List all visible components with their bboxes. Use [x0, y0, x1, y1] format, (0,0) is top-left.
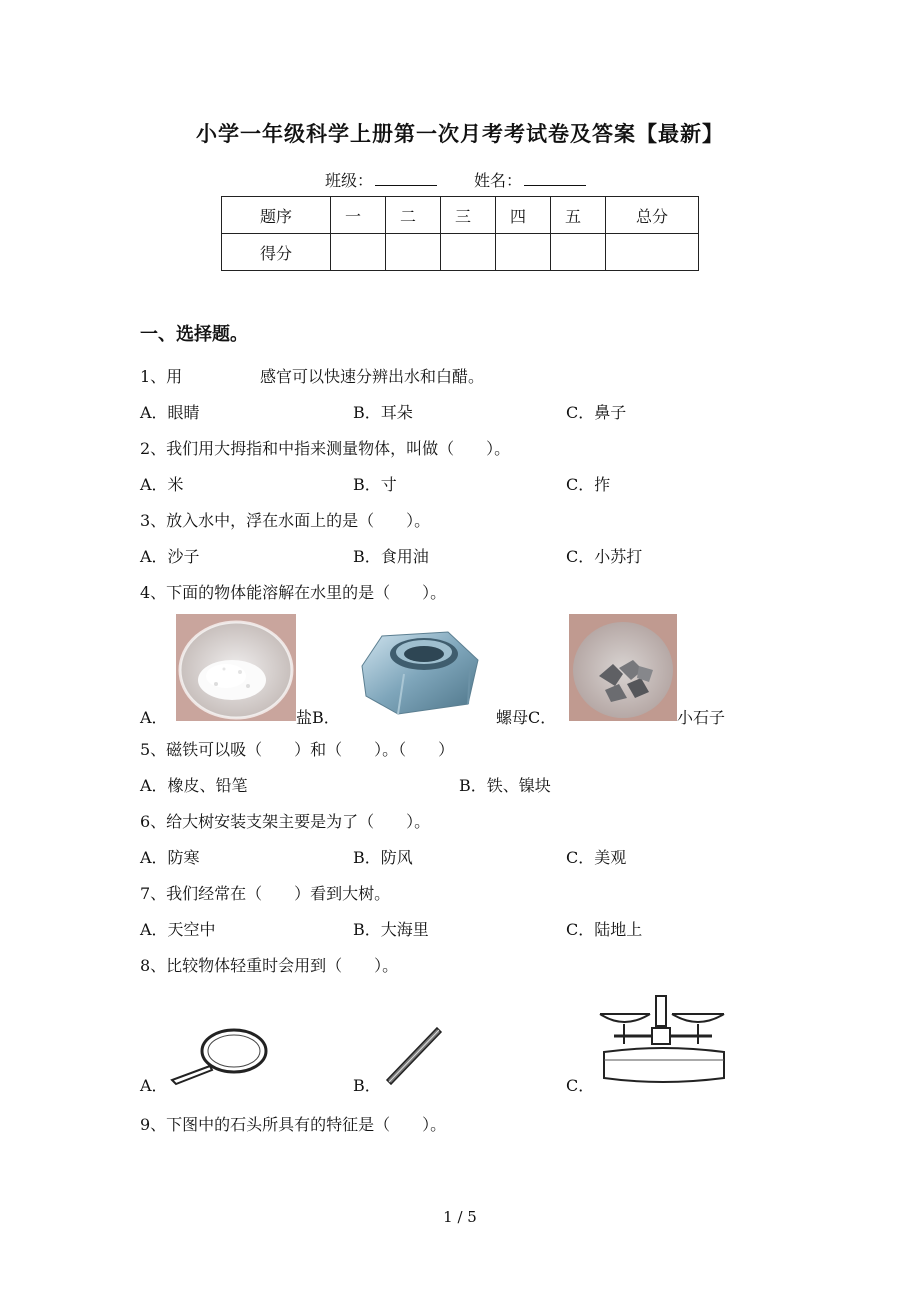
- score-header-cell: 二: [386, 197, 441, 234]
- class-field: [325, 168, 437, 191]
- option-a[interactable]: A．: [140, 708, 168, 727]
- option-b[interactable]: B．耳朵: [353, 403, 413, 422]
- option-b[interactable]: B．寸: [353, 475, 397, 494]
- option-c[interactable]: C．陆地上: [566, 920, 643, 939]
- option-a[interactable]: A．沙子: [140, 547, 200, 566]
- question-stem: 7、我们经常在（ ）看到大树。: [140, 884, 391, 903]
- option-b[interactable]: B．食用油: [353, 547, 429, 566]
- score-header-cell: 一: [331, 197, 386, 234]
- pebbles-image: [569, 614, 677, 721]
- option-a[interactable]: A．: [140, 1076, 168, 1095]
- question-stem: 8、比较物体轻重时会用到（ ）。: [140, 956, 399, 975]
- option-a[interactable]: A．天空中: [140, 920, 216, 939]
- score-row: [222, 234, 699, 271]
- option-a[interactable]: A．橡皮、铅笔: [140, 776, 248, 795]
- option-b-prefix[interactable]: 盐B．: [296, 708, 340, 727]
- score-header-cell: 总分: [606, 197, 699, 234]
- page-number: 1 / 5: [443, 1208, 477, 1226]
- balance-scale-icon: [594, 994, 732, 1086]
- option-b[interactable]: B．: [353, 1076, 381, 1095]
- score-header-cell: 题序: [222, 197, 331, 234]
- score-cell[interactable]: [551, 234, 606, 271]
- question-stem: 2、我们用大拇指和中指来测量物体，叫做（ ）。: [140, 439, 511, 458]
- question-stem: 4、下面的物体能溶解在水里的是（ ）。: [140, 583, 447, 602]
- option-c[interactable]: C．美观: [566, 848, 627, 867]
- page-title: 小学一年级科学上册第一次月考考试卷及答案【最新】: [196, 122, 724, 146]
- score-header-cell: 五: [551, 197, 606, 234]
- score-header-cell: 三: [441, 197, 496, 234]
- option-c[interactable]: C．小苏打: [566, 547, 643, 566]
- option-a[interactable]: A．米: [140, 475, 184, 494]
- salt-image: [176, 614, 296, 721]
- class-label: 班级：: [325, 171, 374, 190]
- score-header-row: [222, 197, 699, 234]
- option-a[interactable]: A．眼睛: [140, 403, 200, 422]
- option-c-label: 小石子: [677, 708, 726, 727]
- score-cell[interactable]: [606, 234, 699, 271]
- question-stem: 1、用: [140, 367, 183, 386]
- option-c[interactable]: C．: [566, 1076, 595, 1095]
- rod-icon: [383, 1024, 445, 1090]
- section-heading: 一、选择题。: [140, 324, 248, 345]
- option-b[interactable]: B．大海里: [353, 920, 429, 939]
- score-cell[interactable]: [386, 234, 441, 271]
- option-c[interactable]: C．鼻子: [566, 403, 627, 422]
- score-cell[interactable]: [441, 234, 496, 271]
- option-a[interactable]: A．防寒: [140, 848, 200, 867]
- score-row-label: 得分: [222, 234, 331, 271]
- score-cell[interactable]: [331, 234, 386, 271]
- option-b[interactable]: B．防风: [353, 848, 413, 867]
- question-stem: 5、磁铁可以吸（ ）和（ ）。（ ）: [140, 740, 455, 759]
- question-stem: 9、下图中的石头所具有的特征是（ ）。: [140, 1115, 447, 1134]
- name-label: 姓名：: [474, 171, 523, 190]
- name-blank: [524, 171, 586, 186]
- question-stem-cont: 感官可以快速分辨出水和白醋。: [260, 367, 485, 386]
- nut-image: [352, 618, 488, 720]
- question-stem: 6、给大树安装支架主要是为了（ ）。: [140, 812, 431, 831]
- class-blank: [375, 171, 437, 186]
- score-table: [221, 196, 699, 271]
- magnifier-icon: [166, 1026, 270, 1086]
- question-stem: 3、放入水中，浮在水面上的是（ ）。: [140, 511, 431, 530]
- name-field: [474, 168, 586, 191]
- score-cell[interactable]: [496, 234, 551, 271]
- option-c[interactable]: C．拃: [566, 475, 611, 494]
- option-c-prefix[interactable]: 螺母C．: [496, 708, 557, 727]
- score-header-cell: 四: [496, 197, 551, 234]
- option-b[interactable]: B．铁、镍块: [459, 776, 551, 795]
